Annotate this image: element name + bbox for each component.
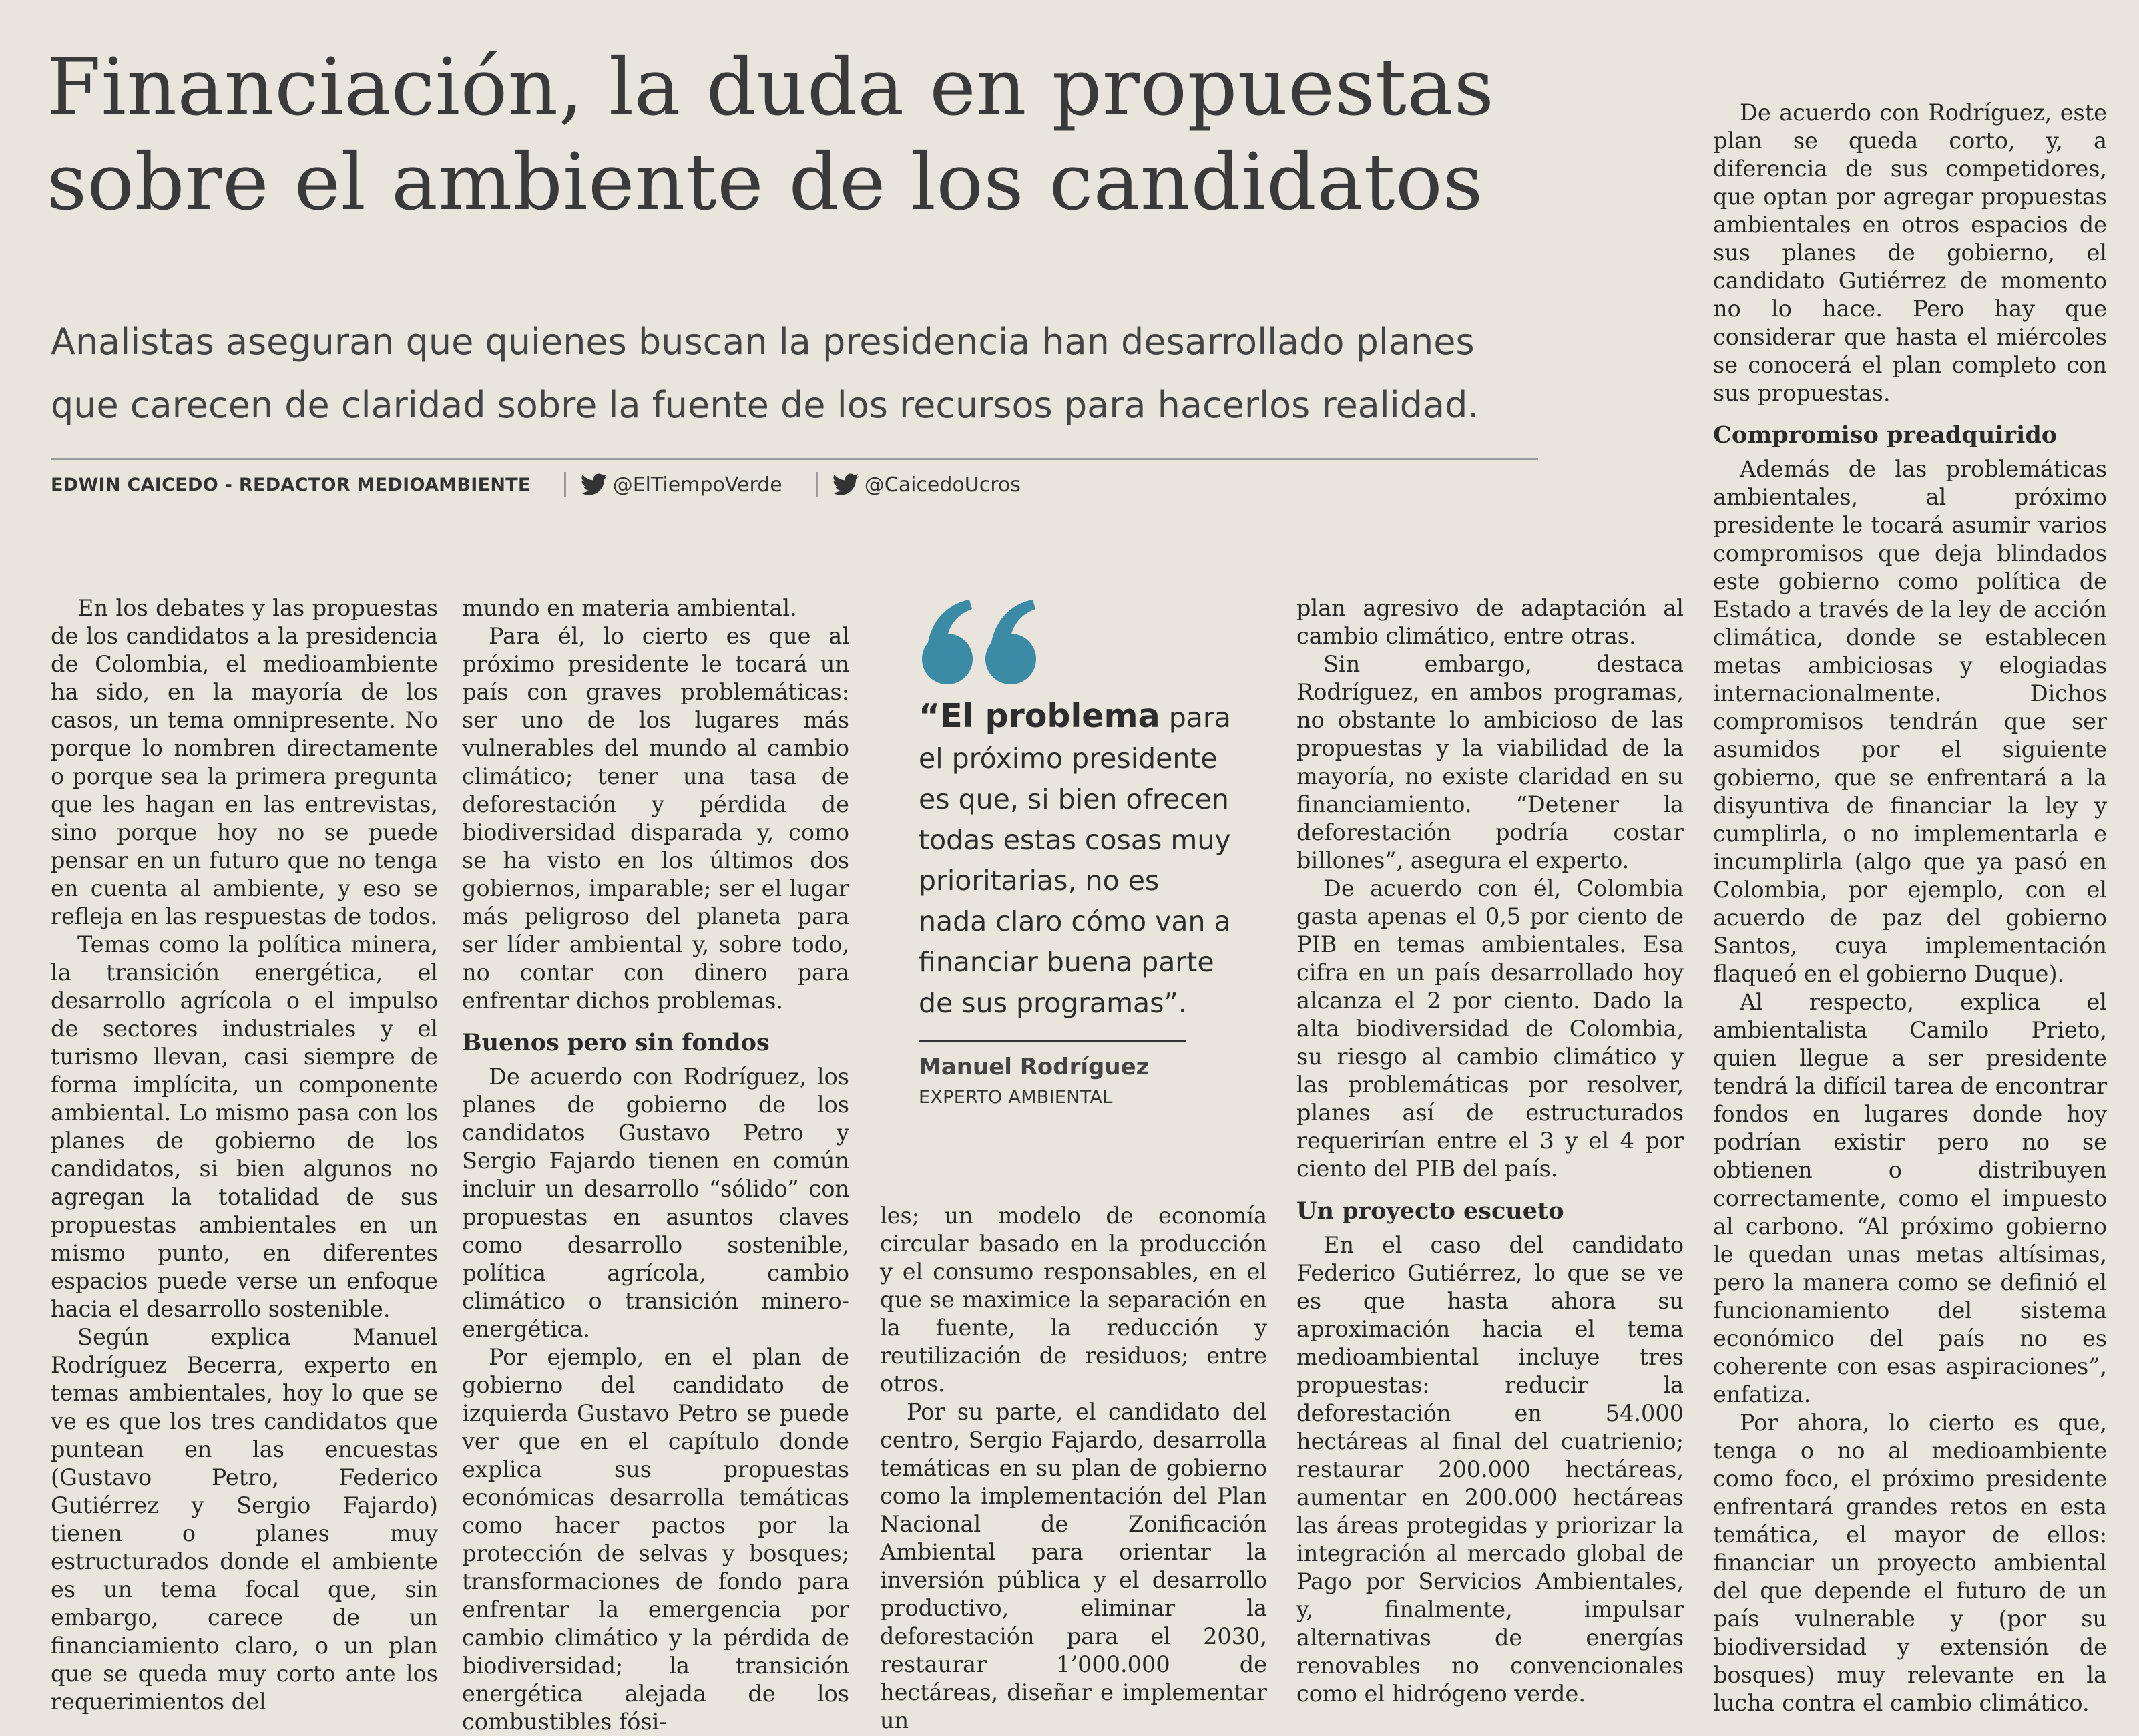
paragraph: En el caso del candidato Federico Gutiérrez, lo que se ve es que hasta ahora su aproximación hacia el tema medioambiental incluye tres propuestas: reducir la deforestación en 54.000 hectáreas al final del cuatrienio; restaurar 200.000 hectáreas, aumentar en 200.000 hectáreas las áreas protegidas y priorizar la integración al mercado global de Pago por Servicios Ambientales, y, finalmente, impulsar alternativas de energías renovables no convencionales como el hidrógeno verde. bbox=[1296, 1232, 1684, 1707]
article-column-5 bbox=[1713, 99, 2107, 1717]
paragraph: De acuerdo con él, Colombia gasta apenas el 0,5 por ciento de PIB en temas ambientales. Esa cifra en un país desarrollado hoy alcanza el 2 por ciento. Dado la alta biodiversidad de Colombia, su riesgo al cambio climático y las problemáticas por resolver, planes así de estructurados requerirían entre el 3 y el 4 por ciento del PIB del país. bbox=[1296, 875, 1684, 1182]
twitter-handle-text-1: @ElTiempoVerde bbox=[612, 473, 782, 497]
byline-separator bbox=[564, 472, 566, 497]
byline bbox=[51, 473, 1021, 497]
pull-quote-lead: “El problema bbox=[919, 697, 1160, 735]
pull-quote-title: EXPERTO AMBIENTAL bbox=[919, 1087, 1113, 1108]
paragraph: En los debates y las propuestas de los candidatos a la presidencia de Colombia, el medioambiente ha sido, en la mayoría de los casos, un tema omnipresente. No porque lo nombren directamente o porque sea la primera pregunta que les hagan en las entrevistas, sino porque hoy no se puede pensar en un futuro que no tenga en cuenta al ambiente, y eso se refleja en las respuestas de todos. bbox=[51, 595, 438, 929]
paragraph: mundo en materia ambiental. bbox=[462, 595, 797, 621]
paragraph: Por ejemplo, en el plan de gobierno del candidato de izquierda Gustavo Petro se puede ver que en el capítulo donde explica sus propuestas económicas desarrolla temáticas como hacer pactos por la protección de selvas y bosques; transformaciones de fondo para enfrentar la emergencia por cambio climático y la pérdida de biodiversidad; la transición energética alejada de los combustibles fósi- bbox=[462, 1344, 849, 1735]
twitter-handle-caicedoucros[interactable] bbox=[833, 473, 1021, 497]
subheadline: Analistas aseguran que quienes buscan la presidencia han desarrollado planes que carecen de claridad sobre la fuente de los recursos para hacerlos realidad. bbox=[51, 320, 1479, 426]
twitter-bird-icon bbox=[833, 473, 859, 496]
pull-quote-text: para el próximo presidente es que, si bien ofrecen todas estas cosas muy prioritarias, no es nada claro cómo van a financiar buena parte de sus programas”. bbox=[919, 702, 1231, 1019]
article-column-4 bbox=[1296, 594, 1684, 1708]
paragraph: Para él, lo cierto es que al próximo presidente le tocará un país con graves problemáticas: ser uno de los lugares más vulnerables del mundo al cambio climático; tener una tasa de deforestación y pérdida de biodiversidad disparada y, como se ha visto en los últimos dos gobiernos, imparable; ser el lugar más peligroso del planeta para ser líder ambiental y, sobre todo, no contar con dinero para enfrentar dichos problemas. bbox=[462, 623, 849, 1014]
paragraph: Al respecto, explica el ambientalista Camilo Prieto, quien llegue a ser presidente tendrá la difícil tarea de encontrar fondos en lugares donde hoy podrían existir pero no se obtienen o distribuyen correctamente, como el impuesto al carbono. “Al próximo gobierno le quedan unas metas altísimas, pero la manera como se definió el funcionamiento del sistema económico del país no es coherente con esas aspiraciones”, enfatiza. bbox=[1713, 989, 2107, 1407]
quote-mark-icon bbox=[917, 596, 1044, 686]
paragraph: plan agresivo de adaptación al cambio climático, entre otras. bbox=[1296, 595, 1684, 649]
byline-author: EDWIN CAICEDO - REDACTOR MEDIOAMBIENTE bbox=[51, 474, 531, 495]
paragraph: les; un modelo de economía circular basado en la producción y el consumo responsables, en el que se maximice la separación en la fuente, la reducción y reutilización de residuos; entre otros. bbox=[880, 1203, 1267, 1397]
paragraph: Según explica Manuel Rodríguez Becerra, experto en temas ambientales, hoy lo que se ve es que los tres candidatos que puntean en las encuestas (Gustavo Petro, Federico Gutiérrez y Sergio Fajardo) tienen o planes muy estructurados donde el ambiente es un tema focal que, sin embargo, carece de un financiamiento claro, o un plan que se queda muy corto ante los requerimientos del bbox=[51, 1324, 438, 1715]
paragraph: De acuerdo con Rodríguez, este plan se queda corto, y, a diferencia de sus competidores, que optan por agregar propuestas ambientales en otros espacios de sus planes de gobierno, el candidato Gutiérrez de momento no lo hace. Pero hay que considerar que hasta el miércoles se conocerá el plan completo con sus propuestas. bbox=[1713, 99, 2107, 406]
pull-quote-name: Manuel Rodríguez bbox=[919, 1054, 1150, 1080]
pull-quote bbox=[919, 696, 1232, 1024]
twitter-handle-text-2: @CaicedoUcros bbox=[864, 473, 1021, 497]
headline: Financiación, la duda en propuestas sobre el ambiente de los candidatos bbox=[47, 41, 1495, 228]
section-heading: Un proyecto escueto bbox=[1296, 1197, 1564, 1225]
article-column-2 bbox=[462, 594, 849, 1736]
paragraph: Sin embargo, destaca Rodríguez, en ambos programas, no obstante lo ambicioso de las propuestas y la viabilidad de la mayoría, no existe claridad en su financiamiento. “Detener la deforestación podría costar billones”, asegura el experto. bbox=[1296, 651, 1684, 873]
article-column-1 bbox=[51, 594, 438, 1716]
pull-quote-rule bbox=[919, 1040, 1186, 1042]
article-column-3 bbox=[880, 1202, 1267, 1735]
paragraph: De acuerdo con Rodríguez, los planes de gobierno de los candidatos Gustavo Petro y Sergio Fajardo tienen en común incluir un desarrollo “sólido” con propuestas en asuntos claves como desarrollo sostenible, política agrícola, cambio climático o transición minero-energética. bbox=[462, 1064, 849, 1342]
paragraph: Temas como la política minera, la transición energética, el desarrollo agrícola o el impulso de sectores industriales y el turismo llevan, casi siempre de forma implícita, un componente ambiental. Lo mismo pasa con los planes de gobierno de los candidatos, si bien algunos no agregan la totalidad de sus propuestas ambientales en un mismo punto, en diferentes espacios puede verse un enfoque hacia el desarrollo sostenible. bbox=[51, 931, 438, 1322]
byline-divider bbox=[51, 458, 1538, 460]
section-heading: Buenos pero sin fondos bbox=[462, 1029, 770, 1056]
paragraph: Por su parte, el candidato del centro, Sergio Fajardo, desarrolla temáticas en su plan de gobierno como la implementación del Plan Nacional de Zonificación Ambiental para orientar la inversión pública y el desarrollo productivo, eliminar la deforestación para el 2030, restaurar 1’000.000 de hectáreas, diseñar e implementar un bbox=[880, 1399, 1267, 1733]
twitter-handle-eltiempoverde[interactable] bbox=[581, 473, 782, 497]
byline-separator bbox=[816, 472, 818, 497]
paragraph: Además de las problemáticas ambientales, al próximo presidente le tocará asumir varios compromisos que deja blindados este gobierno como política de Estado a través de la ley de acción climática, donde se establecen metas ambiciosas y elogiadas internacionalmente. Dichos compromisos tendrán que ser asumidos por el siguiente gobierno, que se enfrentará a la disyuntiva de financiar la ley y cumplirla, o no implementarla e incumplirla (algo que ya pasó en Colombia, por ejemplo, con el acuerdo de paz del gobierno Santos, cuya implementación flaqueó en el gobierno Duque). bbox=[1713, 456, 2107, 987]
paragraph: Por ahora, lo cierto es que, tenga o no al medioambiente como foco, el próximo presidente enfrentará grandes retos en esta temática, el mayor de ellos: financiar un proyecto ambiental del que depende el futuro de un país vulnerable y (por su biodiversidad y extensión de bosques) muy relevante en la lucha contra el cambio climático. bbox=[1713, 1409, 2107, 1716]
twitter-bird-icon bbox=[581, 473, 608, 496]
section-heading: Compromiso preadquirido bbox=[1713, 421, 2058, 449]
